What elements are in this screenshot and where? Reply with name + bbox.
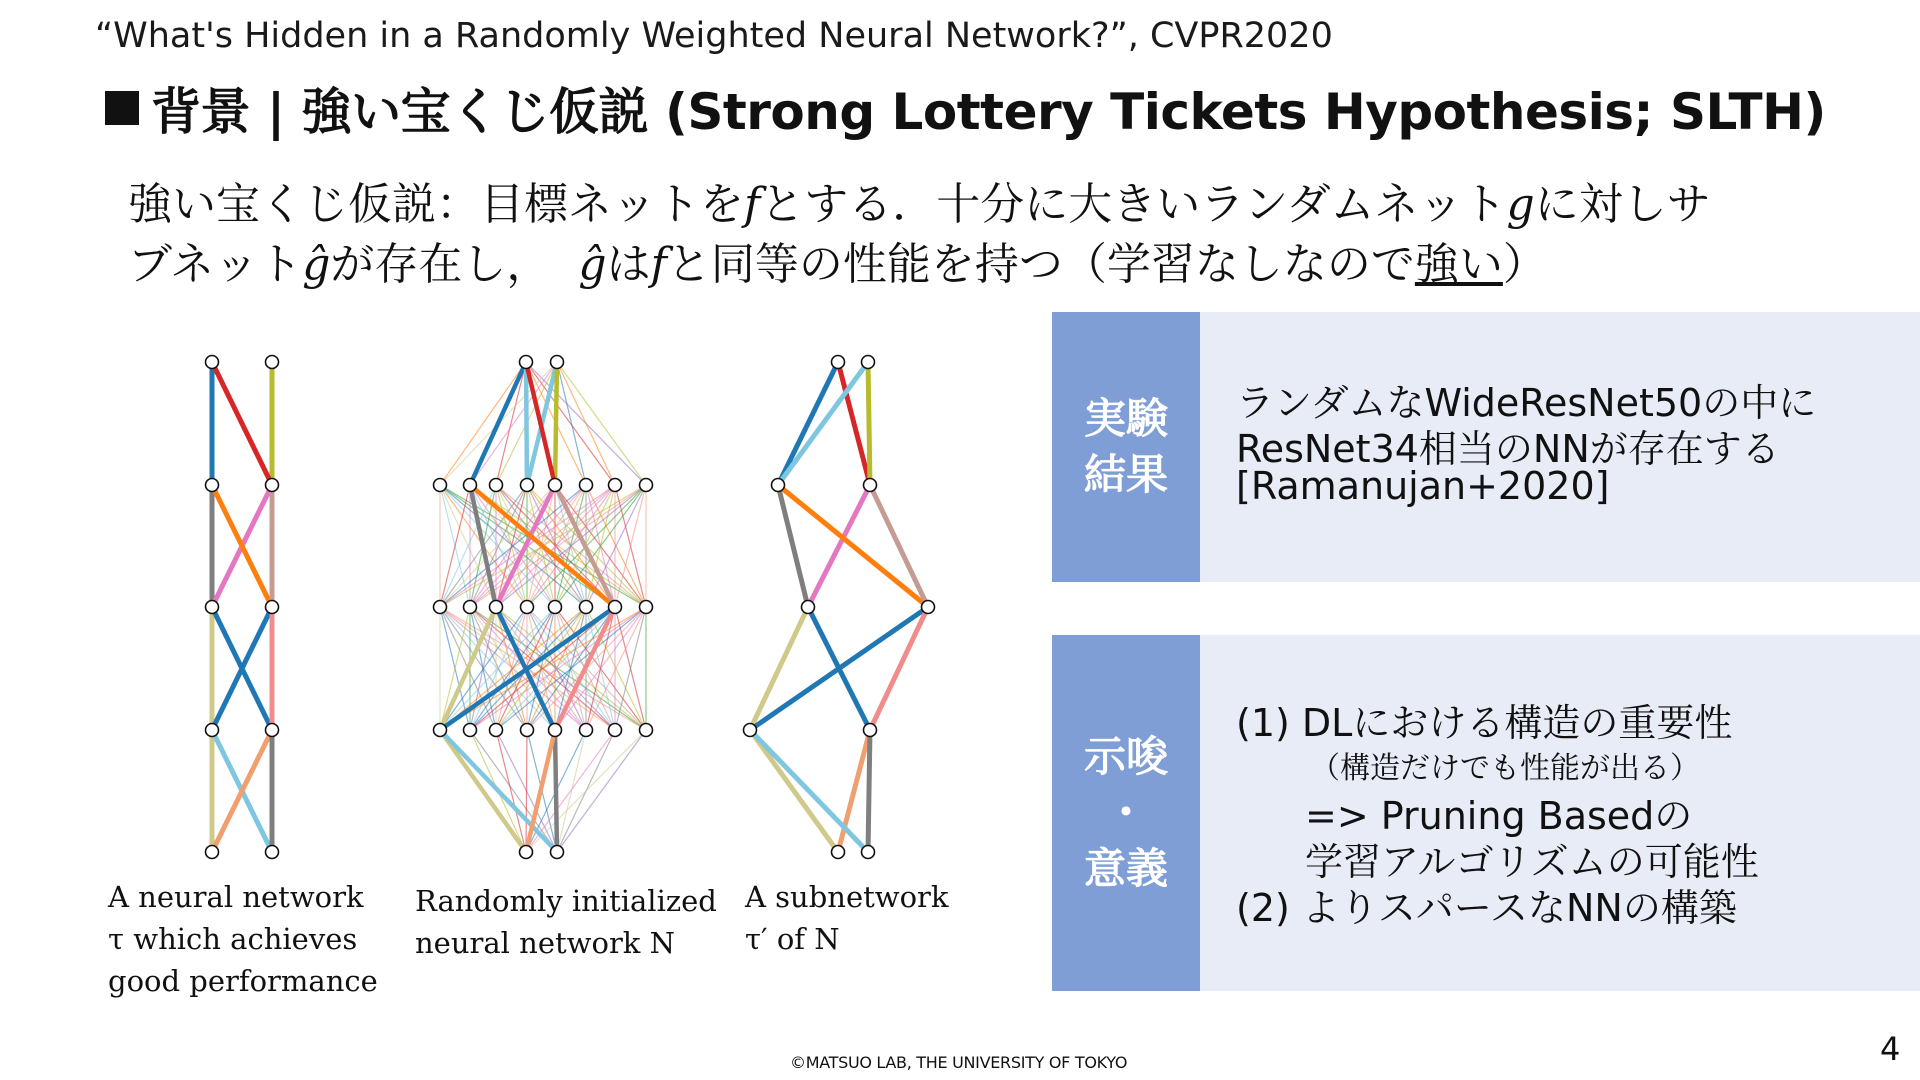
content-line: （構造だけでも性能が出る） [1310, 751, 1700, 786]
stmt-text: が存在し， [330, 239, 551, 290]
square-bullet-icon [105, 91, 139, 125]
caption-line: τ which achieves [108, 922, 358, 956]
network-node [864, 479, 877, 492]
label-line: 意義 [1083, 844, 1168, 893]
content-line: [Ramanujan+2020] [1236, 464, 1610, 508]
network-node [862, 846, 875, 859]
stmt-text: と同等の性能を持つ（学習なしなので [666, 239, 1415, 290]
math-f: f [650, 239, 667, 290]
network-node [640, 601, 653, 614]
math-ghat: ĝ [302, 239, 331, 290]
network-node [464, 724, 477, 737]
math-ghat: ĝ [578, 239, 607, 290]
network-node [549, 724, 562, 737]
network-node [521, 479, 534, 492]
caption-subnetwork [745, 876, 949, 960]
network-edge [778, 485, 928, 607]
diagram-target-network [206, 356, 279, 859]
network-node [266, 846, 279, 859]
paper-reference: “What's Hidden in a Randomly Weighted Neural Network?”, CVPR2020 [95, 16, 1333, 56]
network-node [640, 479, 653, 492]
caption-target-network [108, 876, 378, 1002]
stmt-text: ） [1502, 239, 1547, 290]
network-node [862, 356, 875, 369]
network-edge [750, 730, 868, 852]
subnetwork-edge [526, 362, 527, 485]
diagram-subnetwork [744, 356, 935, 859]
label-line: 示唆 [1083, 732, 1168, 781]
network-node [490, 479, 503, 492]
network-node [551, 356, 564, 369]
subnetwork-edge [555, 730, 557, 852]
content-line: ランダムなWideResNet50の中に [1236, 381, 1817, 425]
network-node [521, 724, 534, 737]
math-f: f [744, 179, 761, 230]
network-node [206, 601, 219, 614]
caption-line: neural network N [415, 926, 675, 960]
random-edge [557, 362, 586, 485]
stmt-text: は [606, 239, 651, 290]
network-node [922, 601, 935, 614]
network-edge [868, 362, 870, 485]
network-node [640, 724, 653, 737]
network-node [864, 724, 877, 737]
slide-title-text: 背景 | 強い宝くじ仮説 (Strong Lottery Tickets Hypothesis; SLTH) [151, 83, 1826, 141]
random-edge [557, 362, 615, 485]
implications-box [1052, 635, 1920, 991]
label-line: 実験 [1083, 394, 1168, 443]
network-edge [212, 362, 272, 485]
content-line: 学習アルゴリズムの可能性 [1305, 840, 1759, 884]
network-node [580, 724, 593, 737]
network-node [490, 724, 503, 737]
network-node [772, 479, 785, 492]
page-number: 4 [1880, 1030, 1901, 1068]
network-node [266, 724, 279, 737]
network-edge [808, 607, 870, 730]
network-node [580, 479, 593, 492]
implications-label [1052, 635, 1200, 991]
diagram-random-network [434, 356, 653, 859]
network-node [434, 479, 447, 492]
network-node [434, 601, 447, 614]
network-node [609, 601, 622, 614]
caption-line: good performance [108, 964, 378, 998]
network-node [521, 601, 534, 614]
network-diagrams [90, 330, 990, 920]
network-node [549, 479, 562, 492]
random-edge [557, 730, 586, 852]
random-edge [496, 362, 526, 485]
strong-underlined: 強い [1414, 239, 1503, 290]
network-node [609, 479, 622, 492]
network-node [609, 724, 622, 737]
network-node [551, 846, 564, 859]
caption-line: τ′ of N [745, 922, 840, 956]
network-node [802, 601, 815, 614]
content-line: => Pruning Basedの [1305, 794, 1693, 838]
experiment-results-label [1052, 312, 1200, 582]
network-edge [838, 730, 870, 852]
network-node [832, 356, 845, 369]
stmt-text: ブネット [128, 239, 303, 290]
experiment-results-content [1200, 312, 1920, 582]
caption-random-network [415, 880, 717, 964]
network-edge [778, 362, 838, 485]
math-g: g [1506, 179, 1535, 230]
random-edge [526, 730, 527, 852]
network-node [206, 356, 219, 369]
network-node [490, 601, 503, 614]
network-node [832, 846, 845, 859]
network-node [520, 846, 533, 859]
network-node [464, 601, 477, 614]
network-node [266, 479, 279, 492]
copyright-footer: ©MATSUO LAB, THE UNIVERSITY OF TOKYO [790, 1053, 1128, 1072]
implications-content [1200, 635, 1920, 991]
random-edge [526, 730, 646, 852]
network-edge [750, 730, 838, 852]
network-node [266, 356, 279, 369]
network-node [744, 724, 757, 737]
network-edge [868, 730, 870, 852]
network-node [266, 601, 279, 614]
network-node [549, 601, 562, 614]
statement-line-2 [128, 228, 1547, 292]
stmt-text: に対しサ [1534, 179, 1711, 230]
subnetwork-edge [555, 362, 557, 485]
stmt-text: とする．十分に大きいランダムネット [760, 179, 1507, 230]
network-node [206, 846, 219, 859]
stmt-text: 強い宝くじ仮説：目標ネットを [128, 179, 744, 230]
network-node [520, 356, 533, 369]
label-line: ・ [1104, 788, 1147, 837]
network-node [464, 479, 477, 492]
network-edge [870, 485, 928, 607]
network-node [206, 479, 219, 492]
statement-line-1 [128, 168, 1711, 232]
network-node [580, 601, 593, 614]
caption-line: A neural network [108, 880, 364, 914]
network-node [434, 724, 447, 737]
caption-line: Randomly initialized [415, 884, 717, 918]
network-node [206, 724, 219, 737]
caption-line: A subnetwork [745, 880, 949, 914]
experiment-results-box [1052, 312, 1920, 582]
label-line: 結果 [1083, 450, 1168, 499]
content-line: (1) DLにおける構造の重要性 [1236, 701, 1733, 745]
network-edge [808, 485, 870, 607]
subnetwork-edge [470, 362, 526, 485]
content-line: (2) よりスパースなNNの構築 [1236, 886, 1737, 930]
content-line: ResNet34相当のNNが存在する [1236, 427, 1780, 471]
slide-title [105, 72, 1826, 144]
